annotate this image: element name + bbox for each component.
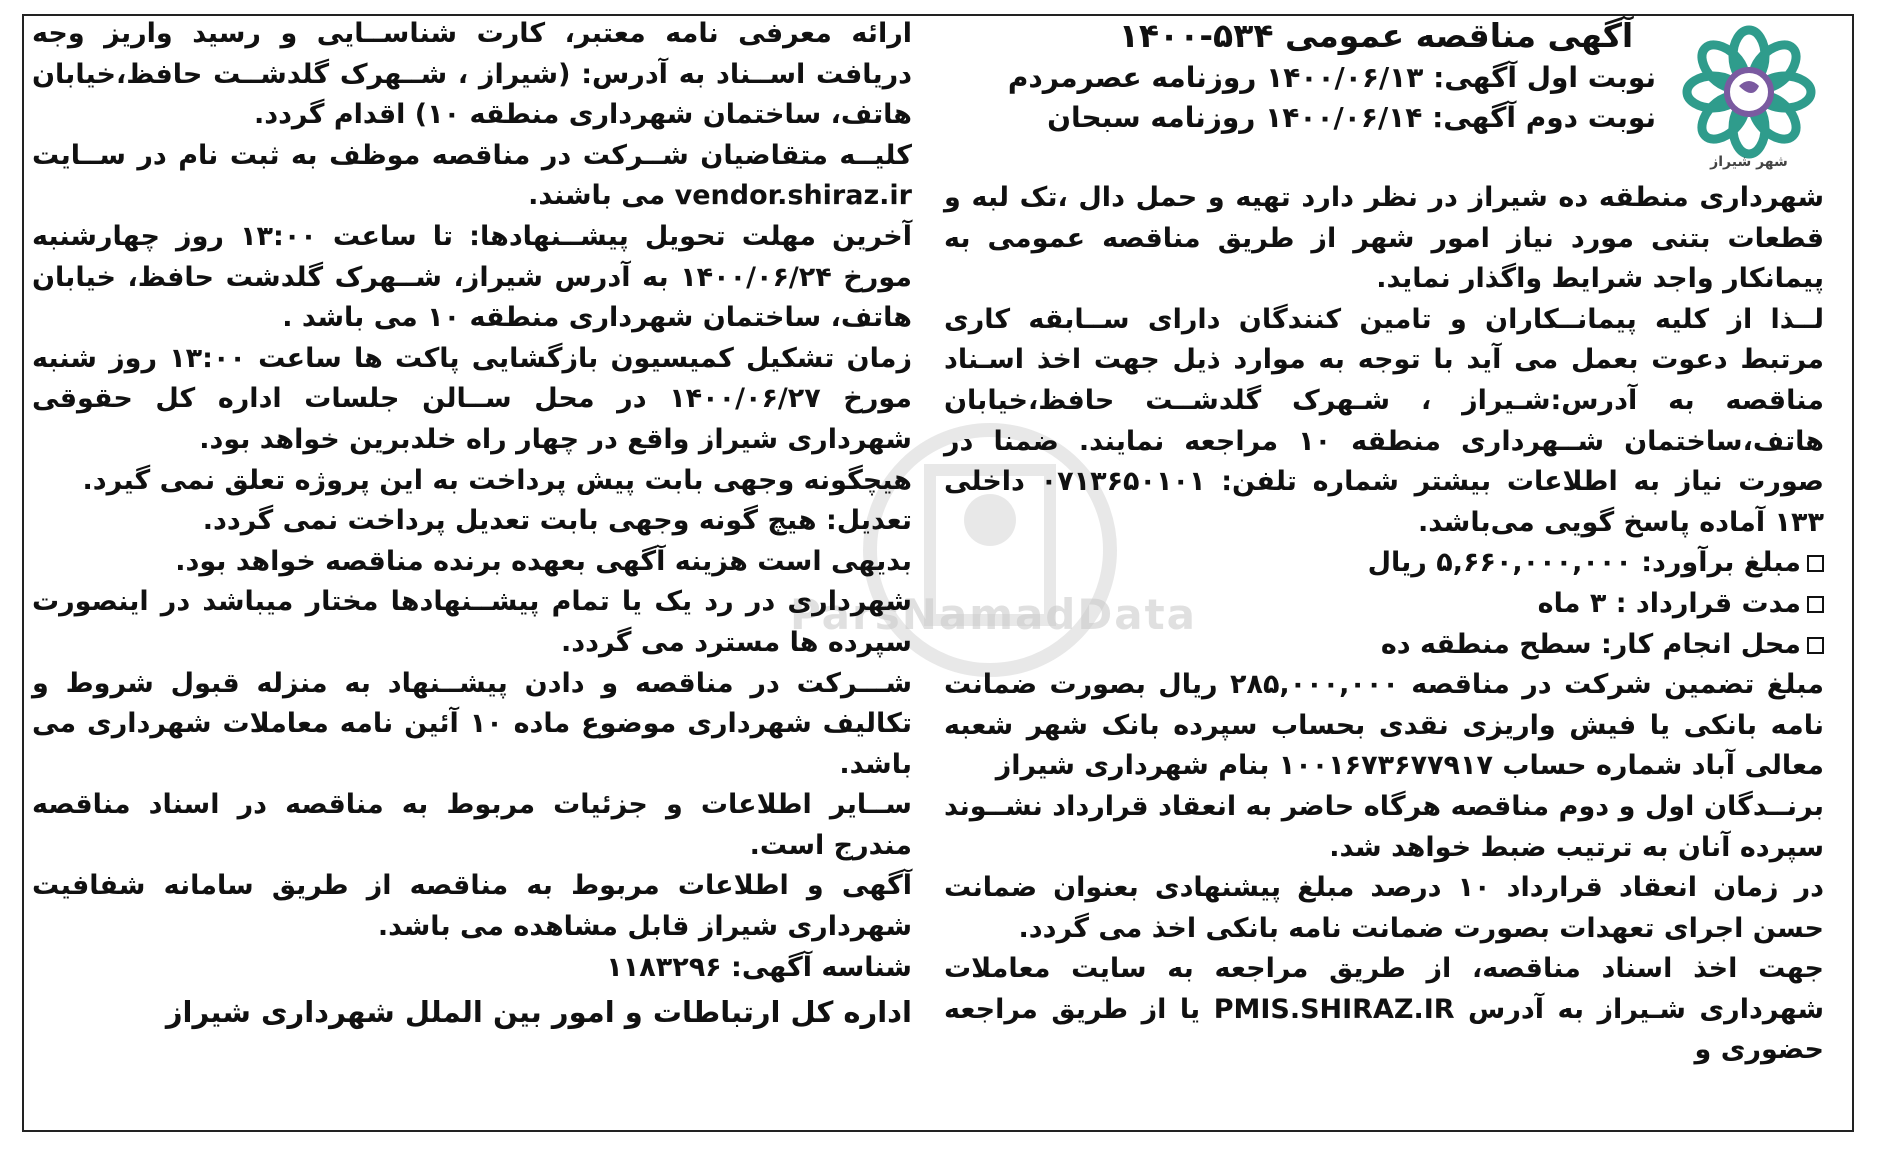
location-text: محل انجام کار: سطح منطقه ده bbox=[1380, 628, 1801, 660]
performance-paragraph: در زمان انعقاد قرارداد ۱۰ درصد مبلغ پیشنهادی بعنوان ضمانت حسن اجرای تعهدات بصورت ضمانت نامه بانکی اخذ می گردد. bbox=[944, 872, 1824, 944]
logo-caption: شهر شیراز bbox=[1710, 154, 1788, 170]
transparency-paragraph: آگهی و اطلاعات مربوط به مناقصه از طریق سامانه شفافیت شهرداری شیراز قابل مشاهده می باشد. bbox=[32, 870, 912, 943]
duration-text: مدت قرارداد : ۳ ماه bbox=[1537, 587, 1801, 619]
deadline-paragraph: آخرین مهلت تحویل پیشــنهادها: تا ساعت ۱۳:۰۰ روز چهارشنبه مورخ ۱۴۰۰/۰۶/۲۴ به آدرس شیراز، شــهرک گلدشت حافظ، خیابان هاتف، ساختمان شهرداری منطقه ۱۰ می باشد . bbox=[32, 220, 912, 334]
guarantee-paragraph: مبلغ تضمین شرکت در مناقصه ۲۸۵,۰۰۰,۰۰۰ ریال بصورت ضمانت نامه بانکی یا فیش واریزی نقدی بحساب سپرده بانک شهر شعبه معالی آباد شماره حساب ۱۰۰۱۶۷۳۶۷۷۹۱۷ بنام شهرداری شیراز bbox=[944, 669, 1824, 782]
left-column bbox=[32, 14, 912, 1033]
adjustment-paragraph: تعدیل: هیچ گونه وجهی بابت تعدیل پرداخت نمی گردد. bbox=[202, 505, 912, 537]
estimate-text: مبلغ برآورد: ۵,۶۶۰,۰۰۰,۰۰۰ ریال bbox=[1367, 547, 1801, 579]
acceptance-paragraph: شـــرکت در مناقصه و دادن پیشــنهاد به منزله قبول شروط و تکالیف شهرداری موضوع ماده ۱۰ آئین نامه معاملات شهرداری می باشد. bbox=[32, 667, 912, 780]
ad-id: شناسه آگهی: ۱۱۸۳۲۹۶ bbox=[606, 951, 912, 983]
first-notice: نوبت اول آگهی: ۱۴۰۰/۰۶/۱۳ روزنامه عصرمردم bbox=[1007, 61, 1656, 94]
ad-header bbox=[944, 14, 1824, 178]
opening-paragraph: زمان تشکیل کمیسیون بازگشایی پاکت ها ساعت ۱۳:۰۰ روز شنبه مورخ ۱۴۰۰/۰۶/۲۷ در محل ســالن جلسات اداره کل حقوقی شهرداری شیراز واقع در چهار راه خلدبرین خواهد بود. bbox=[32, 342, 913, 455]
registration-paragraph: کلیــه متقاضیان شــرکت در مناقصه موظف به ثبت نام در ســایت vendor.shiraz.ir می باشند. bbox=[32, 139, 912, 212]
shiraz-municipality-logo-icon bbox=[1674, 22, 1824, 172]
location-item bbox=[944, 625, 1824, 666]
winners-paragraph: برنــدگان اول و دوم مناقصه هرگاه حاضر به انعقاد قرارداد نشــوند سپرده آنان به ترتیب ضبط خواهد شد. bbox=[944, 790, 1824, 863]
rejection-paragraph: شهرداری در رد یک یا تمام پیشــنهادها مختار میباشد در اینصورت سپرده ها مسترد می گردد. bbox=[32, 586, 912, 658]
right-column bbox=[944, 14, 1824, 1071]
documents-continued-paragraph: ارائه معرفی نامه معتبر، کارت شناســایی و رسید واریز وجه دریافت اســناد به آدرس: (شیراز ، شــهرک گلدشــت حافظ،خیابان هاتف، ساختمان شهرداری منطقه ۱۰) اقدام گردد. bbox=[32, 18, 912, 131]
checkbox-bullet-icon bbox=[1807, 555, 1824, 572]
checkbox-bullet-icon bbox=[1807, 596, 1824, 613]
header-lines bbox=[944, 14, 1656, 138]
estimate-item bbox=[944, 543, 1824, 584]
other-info-paragraph: ســایر اطلاعات و جزئیات مربوط به مناقصه در اسناد مناقصه مندرج است. bbox=[32, 789, 912, 861]
watermark-text: ParsNamadData bbox=[790, 590, 1197, 639]
ad-title: آگهی مناقصه عمومی ۵۳۴-۱۴۰۰ bbox=[1118, 16, 1634, 55]
duration-item bbox=[944, 584, 1824, 625]
checkbox-bullet-icon bbox=[1807, 637, 1824, 654]
documents-paragraph: جهت اخذ اسناد مناقصه، از طریق مراجعه به سایت معاملات شهرداری شـیراز به آدرس PMIS.SHIRAZ.IR یا از طریق مراجعه حضوری و bbox=[944, 953, 1824, 1066]
signature: اداره کل ارتباطات و امور بین الملل شهرداری شیراز bbox=[165, 995, 912, 1030]
prepayment-paragraph: هیچگونه وجهی بابت پیش پرداخت به این پروژه تعلق نمی گیرد. bbox=[82, 464, 912, 496]
intro-paragraph: شهرداری منطقه ده شیراز در نظر دارد تهیه و حمل دال ،تک لبه و قطعات بتنی مورد نیاز امور شهر از طریق مناقصه عمومی به پیمانکار واجد شرایط واگذار نماید. bbox=[944, 182, 1824, 295]
ad-cost-paragraph: بدیهی است هزینه آگهی بعهده برنده مناقصه خواهد بود. bbox=[175, 545, 912, 577]
invite-paragraph: لــذا از کلیه پیمانــکاران و تامین کنندگان دارای ســابقه کاری مرتبط دعوت بعمل می آید با توجه به موارد ذیل جهت اخذ اسـناد مناقصه به آدرس:شـیراز ، شـهرک گلدشــت حافظ،خیابان هاتف،ساختمان شــهرداری منطقه ۱۰ مراجعه نمایند. ضمنا در صورت نیاز به اطلاعات بیشتر شماره تلفن: ۰۷۱۳۶۵۰۱۰۱ داخلی ۱۳۳ آماده پاسخ گویی می‌باشد. bbox=[944, 303, 1824, 538]
second-notice: نوبت دوم آگهی: ۱۴۰۰/۰۶/۱۴ روزنامه سبحان bbox=[1047, 101, 1656, 134]
